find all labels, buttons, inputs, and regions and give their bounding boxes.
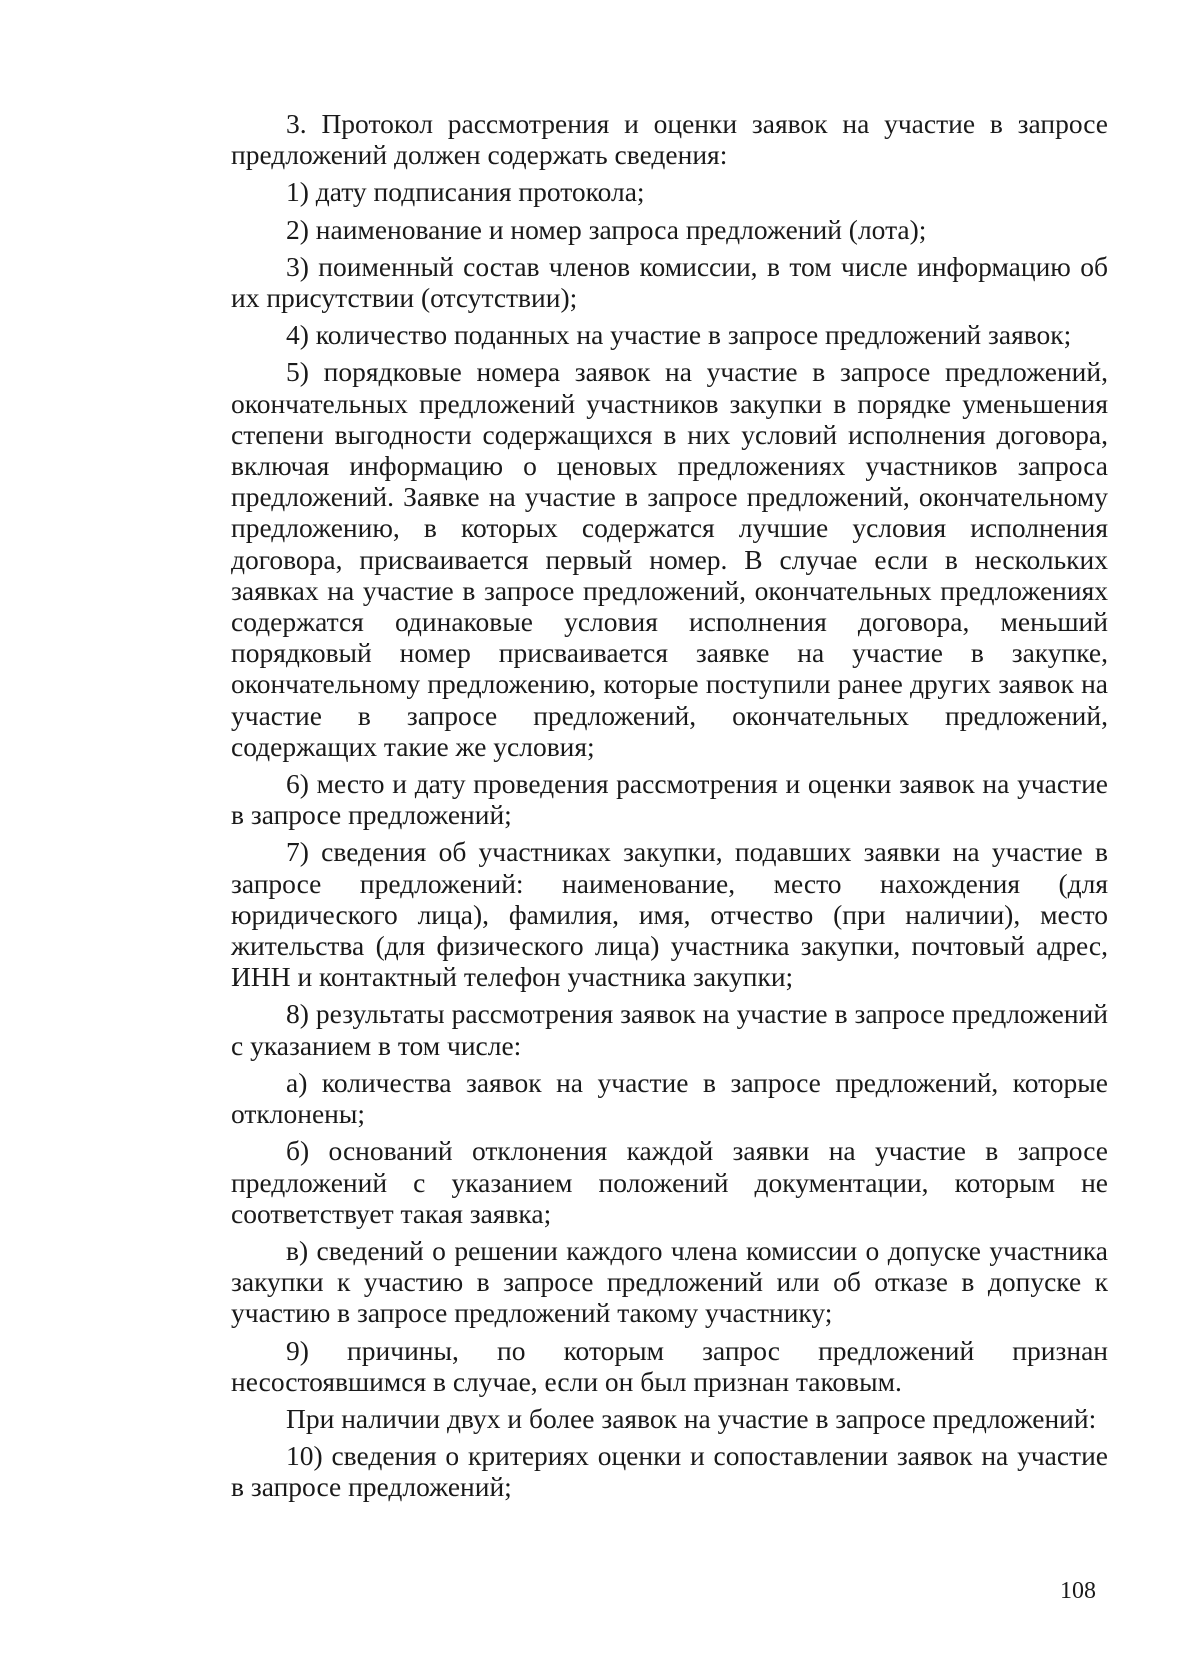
subitem-b-rejection-grounds: б) оснований отклонения каждой заявки на участие в запросе предложений с указанием положений документации, которым не соответствует такая заявка;	[231, 1135, 1108, 1229]
subitem-a-rejected-count: а) количества заявок на участие в запросе предложений, которые отклонены;	[231, 1066, 1108, 1130]
subitem-v-member-decisions: в) сведений о решении каждого члена комиссии о допуске участника закупки к участию в запросе предложений или об отказе в допуске к участию в запросе предложений такому участнику;	[231, 1234, 1108, 1329]
item-3-commission-members: 3) поименный состав членов комиссии, в том числе информацию об их присутствии (отсутствии);	[231, 250, 1108, 314]
page-number: 108	[1060, 1578, 1096, 1604]
paragraph-3-intro: 3. Протокол рассмотрения и оценки заявок на участие в запросе предложений должен содержать сведения:	[231, 108, 1108, 171]
item-5-serial-numbers: 5) порядковые номера заявок на участие в запросе предложений, окончательных предложений участников закупки в порядке уменьшения степени выгодности содержащихся в них условий исполнения договора, включая информацию о ценовых предложениях участников запроса предложений. Заявке на участие в запросе предложений, окончательному предложению, в которых содержатся лучшие условия исполнения договора, присваивается первый номер. В случае если в нескольких заявках на участие в запросе предложений, окончательных предложениях содержатся одинаковые условия исполнения договора, меньший порядковый номер присваивается заявке на участие в закупке, окончательному предложению, которые поступили ранее других заявок на участие в запросе предложений, окончательных предложений, содержащих такие же условия;	[231, 356, 1108, 762]
item-6-place-date: 6) место и дату проведения рассмотрения и оценки заявок на участие в запросе предложений;	[231, 768, 1108, 831]
item-4-applications-count: 4) количество поданных на участие в запросе предложений заявок;	[286, 319, 1072, 351]
item-1-signing-date: 1) дату подписания протокола;	[286, 176, 645, 208]
item-8-review-results: 8) результаты рассмотрения заявок на участие в запросе предложений с указанием в том числе:	[231, 998, 1108, 1061]
item-7-participants-info: 7) сведения об участниках закупки, подавших заявки на участие в запросе предложений: наименование, место нахождения (для юридического лица), фамилия, имя, отчество (при наличии), место жительства (для физического лица) участника закупки, почтовый адрес, ИНН и контактный телефон участника закупки;	[231, 836, 1108, 993]
document-body	[231, 108, 1108, 1509]
item-9-failure-reasons: 9) причины, по которым запрос предложений признан несостоявшимся в случае, если он был признан таковым.	[231, 1334, 1108, 1397]
item-2-name-number: 2) наименование и номер запроса предложений (лота);	[286, 213, 927, 245]
item-10-evaluation-criteria: 10) сведения о критериях оценки и сопоставлении заявок на участие в запросе предложений;	[231, 1440, 1108, 1503]
paragraph-two-or-more: При наличии двух и более заявок на участие в запросе предложений:	[286, 1402, 1097, 1434]
